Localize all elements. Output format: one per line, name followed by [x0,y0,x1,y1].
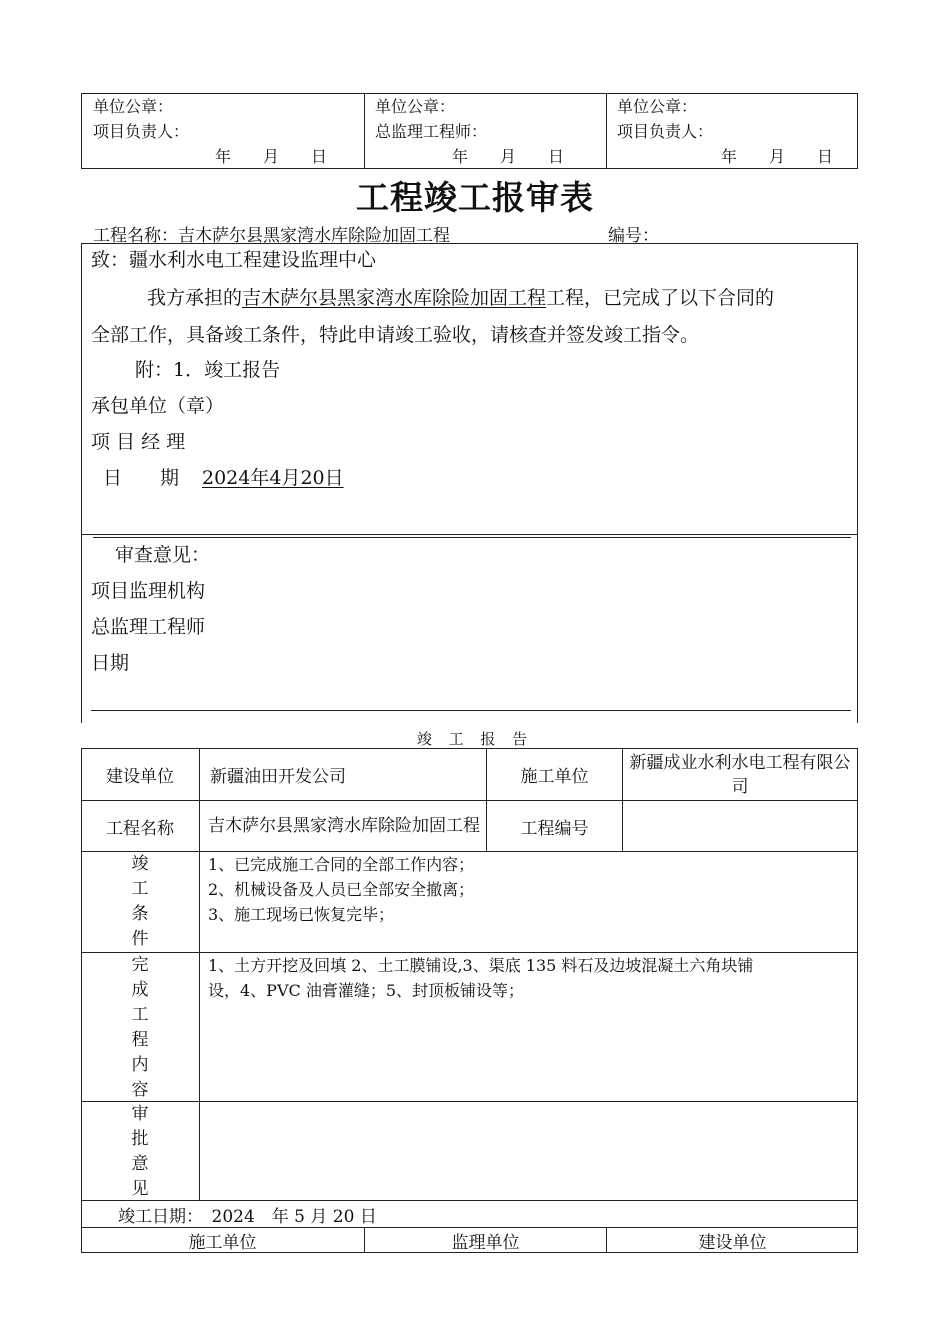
completed-work-label [81,953,199,1103]
label-char: 竣 [131,854,149,874]
label-char: 件 [131,929,149,949]
chief-engineer-label: 总监理工程师： [375,122,488,141]
seal-label: 单位公章： [93,97,174,116]
approval-opinion-label [81,1102,199,1202]
label-char: 审 [131,1104,149,1124]
responsible-person-label: 项目负责人： [93,122,190,141]
label-char: 程 [131,1030,149,1050]
seal-label: 单位公章： [617,97,698,116]
contractor-label: 承包单位（章） [91,395,225,417]
completed-work-line1: 1、土方开挖及回填 2、土工膜铺设,3、渠底 135 料石及边坡混凝土六角块铺 [208,956,754,975]
footer-owner: 建设单位 [698,1233,767,1253]
body-prefix: 我方承担的 [147,287,243,309]
completion-date: 竣工日期： 2024 年 5 月 20 日 [118,1206,377,1227]
label-char: 容 [131,1080,149,1100]
list-item: 3、施工现场已恢复完毕； [208,905,395,924]
completed-work-line2: 设，4、PVC 油膏灌缝；5、封顶板铺设等； [208,981,525,1000]
label-char: 成 [131,980,149,1000]
list-item: 2、机械设备及人员已全部安全撤离； [208,880,475,899]
footer-contractor: 施工单位 [188,1233,257,1253]
label-char: 见 [131,1179,149,1199]
label-char: 内 [131,1055,149,1075]
seal-label: 单位公章： [375,97,456,116]
conditions-list [208,852,848,927]
contractor-unit-label: 施工单位 [520,767,589,787]
conditions-label [81,852,199,952]
supervision-org-label: 项目监理机构 [91,580,206,602]
project-number-label: 工程编号 [520,818,589,839]
form-title: 工程竣工报审表 [356,178,594,217]
date-label: 年 月 日 [452,147,565,166]
attachment-label: 附：1．竣工报告 [135,359,281,381]
responsible-person-label: 项目负责人： [617,122,714,141]
completed-work-text [208,953,853,1003]
body-suffix: 工程，已完成了以下合同的 [546,287,775,309]
date-label: 年 月 日 [721,147,834,166]
label-char: 条 [131,904,149,924]
label-char: 工 [131,1005,149,1025]
addressee: 致：疆水利水电工程建设监理中心 [91,249,377,271]
project-name-label: 工程名称 [106,818,174,839]
review-date-label: 日期 [91,652,130,674]
application-date-label: 日 期 [103,467,180,489]
review-opinion-label: 审查意见： [115,544,211,566]
project-name-label: 工程名称：吉木萨尔县黑家湾水库除险加固工程 [93,226,450,246]
label-char: 批 [131,1129,149,1149]
report-caption: 竣 工 报 告 [416,730,534,748]
label-char: 完 [131,955,149,975]
chief-engineer-label: 总监理工程师 [91,616,206,638]
number-label: 编号： [608,226,659,246]
application-date-value: 2024年4月20日 [202,467,344,489]
label-char: 工 [131,879,149,899]
construction-unit-value: 新疆油田开发公司 [210,767,346,787]
label-char: 意 [131,1154,149,1174]
project-number-value [623,801,858,851]
application-body-line2: 全部工作，具备竣工条件，特此申请竣工验收，请核查并签发竣工指令。 [91,324,700,346]
body-project-name: 吉木萨尔县黑家湾水库除险加固工程 [242,287,547,309]
project-name-value: 吉木萨尔县黑家湾水库除险加固工程 [208,816,480,836]
footer-supervisor: 监理单位 [451,1233,520,1253]
project-manager-label: 项 目 经 理 [91,431,186,453]
date-label: 年 月 日 [215,147,328,166]
list-item: 1、已完成施工合同的全部工作内容； [208,855,475,874]
contractor-unit-value: 新疆成业水利水电工程有限公司 [629,752,851,797]
construction-unit-label: 建设单位 [106,767,174,787]
